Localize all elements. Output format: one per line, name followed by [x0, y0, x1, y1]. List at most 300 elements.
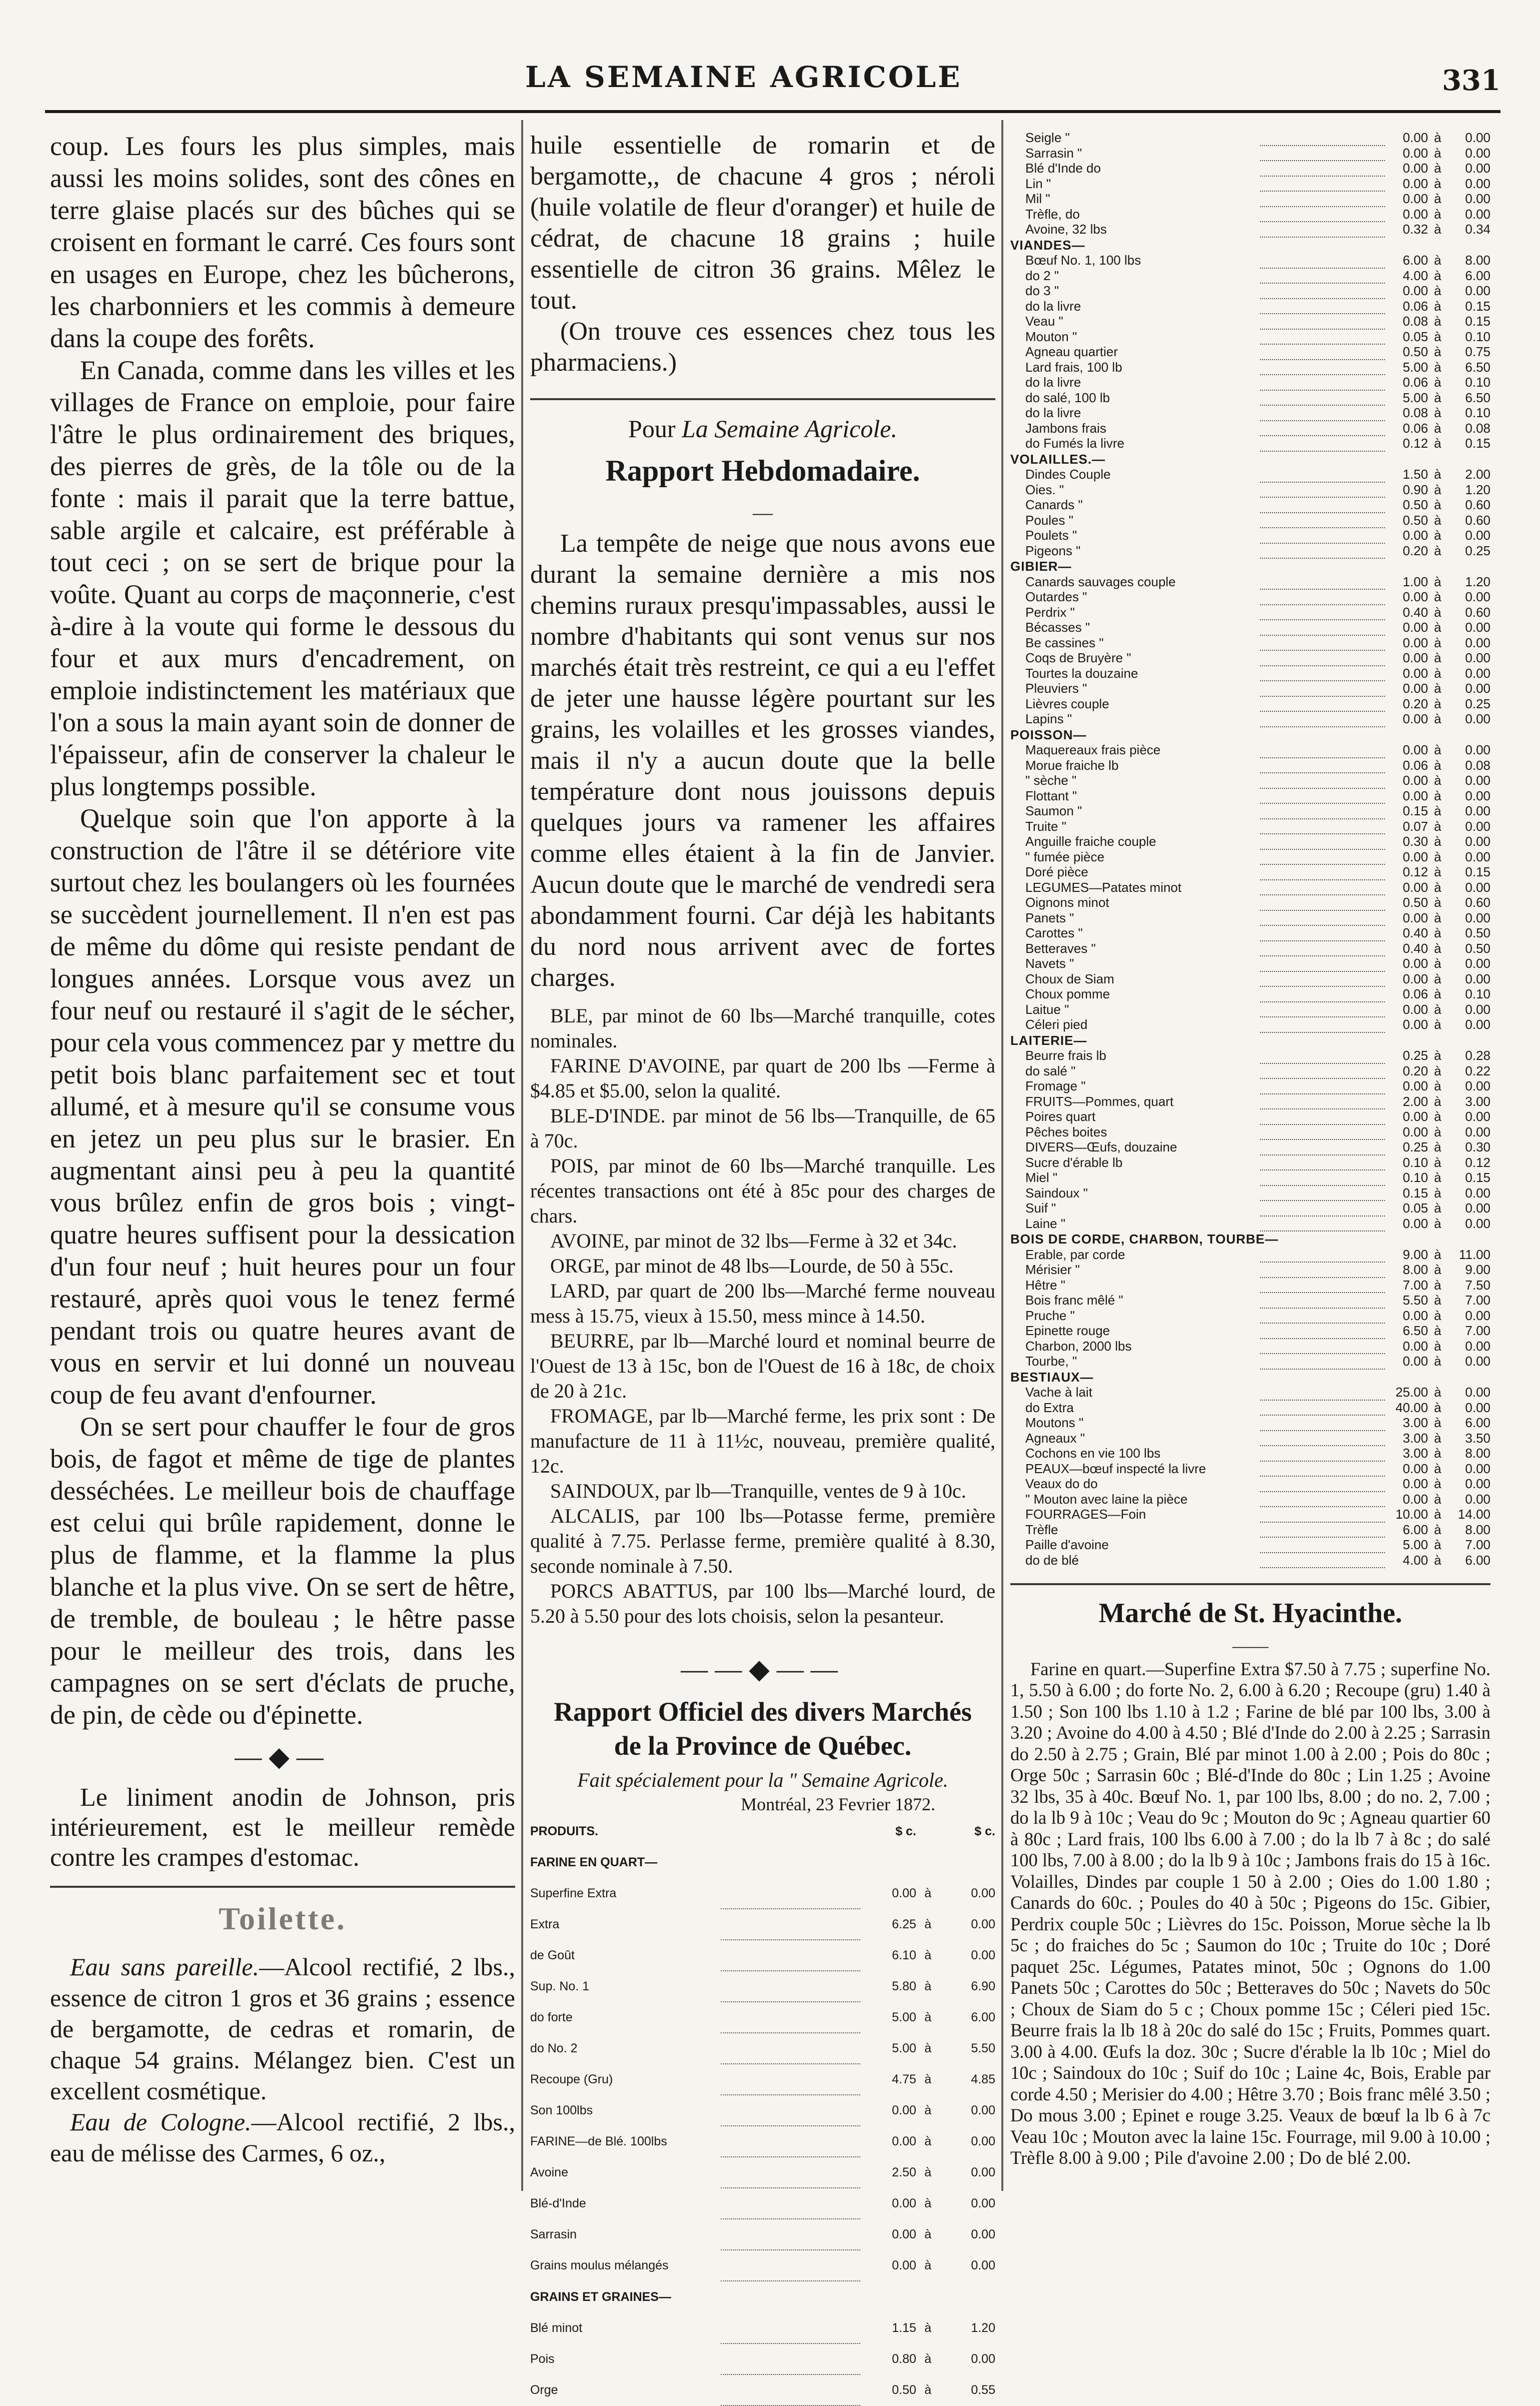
page-number: 331 — [1442, 64, 1500, 97]
leader-dots — [1260, 696, 1385, 712]
price-row — [1010, 819, 1490, 834]
leader-dots — [1260, 880, 1385, 895]
price-high: 8.00 — [1465, 1446, 1490, 1461]
leader-dots — [1260, 1476, 1385, 1492]
price-high: 7.50 — [1465, 1277, 1490, 1293]
price-row — [1010, 1185, 1490, 1201]
price-row — [1010, 146, 1490, 161]
leader-dots — [1260, 1200, 1385, 1216]
leader-dots — [1260, 941, 1385, 956]
price-low: 5.00 — [892, 2010, 916, 2024]
price-item-label: do No. 2 — [530, 2041, 578, 2055]
price-row — [1010, 1293, 1490, 1308]
price-row — [1010, 176, 1490, 192]
price-item-label: Blé-d'Inde — [530, 2196, 586, 2210]
price-separator: à — [1434, 1293, 1441, 1308]
price-high: 0.00 — [1465, 773, 1490, 788]
price-high: 0.50 — [1465, 925, 1490, 940]
price-low: 2.50 — [892, 2165, 916, 2179]
market-item: POIS, par minot de 60 lbs—Marché tranquille. Les récentes transactions ont été à 85c pour des charges de chars. — [530, 1154, 995, 1227]
price-separator: à — [1434, 1216, 1441, 1231]
price-high: 0.00 — [1465, 1124, 1490, 1139]
price-row — [1010, 344, 1490, 360]
price-item-label: Suif " — [1025, 1200, 1056, 1216]
price-low: 0.00 — [1402, 1109, 1428, 1124]
column-2 — [530, 130, 995, 2406]
price-section-heading: BESTIAUX— — [1010, 1369, 1094, 1385]
leader-dots — [1260, 650, 1385, 666]
leader-dots — [721, 2219, 860, 2250]
leader-dots — [1260, 1185, 1385, 1201]
price-item-label: FRUITS—Pommes, quart — [1025, 1093, 1174, 1109]
price-high: 0.00 — [1465, 665, 1490, 681]
official-report-subtitle: Fait spécialement pour la " Semaine Agricole. — [577, 1769, 948, 1791]
weekly-report-intro: La tempête de neige que nous avons eue durant la semaine dernière a mis nos chemins ruraux presqu'impassables, aussi le nombre d'habitants qui sont venus sur nos marchés était très restreint, ce qui a eu l'effet de jeter une hausse légère pourtant sur les grains, les volailles et les grosses viandes, mais il n'y a aucun doute que la belle température dont nous jouissons depuis quelques jours va ramener les affaires comme elles étaient à la fin de Janvier. Aucun doute que le marché de vendredi sera abondamment fourni. Car déjà les habitants du nord nous arrivent avec de fortes charges. — [530, 529, 995, 992]
price-separator: à — [1434, 1446, 1441, 1461]
price-item-label: " fumée pièce — [1025, 849, 1105, 864]
price-separator: à — [1434, 1048, 1441, 1063]
price-low: 5.80 — [892, 1979, 916, 1993]
price-row — [1010, 405, 1490, 421]
leader-dots — [721, 1971, 860, 2002]
price-row — [1010, 513, 1490, 528]
price-item-label: Lard frais, 100 lb — [1025, 359, 1122, 375]
price-item-label: Choux pomme — [1025, 986, 1110, 1001]
leader-dots — [1260, 268, 1385, 284]
leader-dots — [1260, 635, 1385, 651]
price-row — [1010, 1200, 1490, 1216]
leader-dots — [1260, 1522, 1385, 1538]
price-item-label: Oignons minot — [1025, 895, 1109, 910]
price-separator: à — [924, 2227, 932, 2241]
leader-dots — [1260, 711, 1385, 727]
leader-dots — [1260, 742, 1385, 758]
price-separator: à — [1434, 206, 1441, 222]
leader-dots — [1260, 758, 1385, 773]
leader-dots — [1260, 176, 1385, 192]
leader-dots — [1260, 1537, 1385, 1553]
price-low: 3.00 — [1402, 1446, 1428, 1461]
price-separator: à — [1434, 482, 1441, 497]
price-high: 6.00 — [1465, 1552, 1490, 1568]
price-row — [1010, 1522, 1490, 1538]
price-row — [1010, 971, 1490, 987]
price-low: 0.50 — [1402, 895, 1428, 910]
price-low: 0.08 — [1402, 405, 1428, 420]
article-paragraph: On se sert pour chauffer le four de gros bois, de fagot et même de tige de plantes desséchées. Le meilleur bois de chauffage est celui qui brûle rapidement, donne le plus de flamme, et la flamme la plus blanche et la plus vive. On se sert de hêtre, de tremble, de bouleau ; le hêtre passe pour le meilleur des trois, dans les campagnes on se sert d'éclats de pruche, de pin, de cède ou d'épinette. — [50, 1412, 515, 1730]
price-low: 0.06 — [1402, 298, 1428, 314]
price-separator: à — [1434, 757, 1441, 773]
price-high: 0.12 — [1465, 1154, 1490, 1170]
leader-dots — [1260, 1048, 1385, 1063]
price-item-label: Jambons frais — [1025, 420, 1106, 436]
price-row — [1010, 1124, 1490, 1140]
price-row — [1010, 299, 1490, 314]
price-low: 0.80 — [892, 2352, 916, 2366]
leader-dots — [1260, 207, 1385, 222]
ornament-divider: —◆— — [235, 1742, 331, 1772]
price-item-label: Oies. " — [1025, 482, 1064, 497]
price-row — [530, 1940, 995, 1971]
price-item-label: Son 100lbs — [530, 2103, 593, 2117]
price-item-label: Truite " — [1025, 818, 1066, 834]
price-high: 0.08 — [1465, 420, 1490, 436]
price-item-label: do Fumés la livre — [1025, 436, 1124, 451]
price-row — [1010, 1369, 1490, 1385]
price-row — [530, 2033, 995, 2064]
price-row — [1010, 390, 1490, 406]
price-separator: à — [1434, 1247, 1441, 1262]
price-separator: à — [1434, 543, 1441, 558]
price-item-label: Bois franc mêlé " — [1025, 1293, 1123, 1308]
leader-dots — [1260, 1155, 1385, 1170]
price-high: 0.00 — [1465, 1400, 1490, 1415]
price-separator: à — [1434, 130, 1441, 145]
price-separator: à — [1434, 1385, 1441, 1400]
price-high: 0.00 — [1465, 818, 1490, 834]
price-low: 0.00 — [1402, 681, 1428, 696]
price-row — [530, 2219, 995, 2250]
price-separator: à — [1434, 635, 1441, 650]
price-row — [1010, 360, 1490, 375]
price-low: 0.00 — [1402, 176, 1428, 191]
price-separator: à — [1434, 497, 1441, 512]
price-low: 25.00 — [1395, 1385, 1428, 1400]
price-row — [1010, 207, 1490, 222]
price-high: 0.00 — [1465, 1216, 1490, 1231]
price-item-label: Sarrasin " — [1025, 145, 1082, 161]
price-separator: à — [1434, 818, 1441, 834]
price-high: 0.60 — [1465, 604, 1490, 620]
price-low: 4.00 — [1402, 1552, 1428, 1568]
price-high: 0.00 — [1465, 161, 1490, 176]
leader-dots — [1260, 910, 1385, 926]
market-item: FARINE D'AVOINE, par quart de 200 lbs —Ferme à $4.85 et $5.00, selon la qualité. — [530, 1054, 995, 1102]
price-low: 0.10 — [1402, 1170, 1428, 1185]
leader-dots — [1260, 161, 1385, 176]
leader-dots — [1260, 620, 1385, 635]
price-row — [1010, 925, 1490, 941]
price-item-label: DIVERS—Œufs, douzaine — [1025, 1139, 1177, 1154]
price-high: 0.00 — [971, 2258, 995, 2272]
price-separator: à — [1434, 1491, 1441, 1507]
leader-dots — [1260, 1247, 1385, 1263]
price-row — [1010, 1354, 1490, 1369]
leader-dots — [1260, 1216, 1385, 1232]
price-separator: à — [1434, 650, 1441, 665]
price-row — [530, 1971, 995, 2002]
price-separator: à — [1434, 512, 1441, 528]
price-separator: à — [924, 2072, 932, 2086]
st-hyacinthe-title: Marché de St. Hyacinthe. — [1098, 1598, 1402, 1629]
price-row — [530, 1878, 995, 1909]
masthead — [45, 20, 1500, 105]
price-low: 0.00 — [1402, 1124, 1428, 1139]
price-high: 0.60 — [1465, 497, 1490, 512]
price-item-label: do la livre — [1025, 375, 1081, 390]
price-high: 1.20 — [971, 2321, 995, 2335]
price-row — [1010, 1094, 1490, 1109]
price-low: 0.00 — [1402, 589, 1428, 604]
price-separator: à — [1434, 773, 1441, 788]
price-row — [1010, 666, 1490, 681]
price-separator: à — [1434, 1063, 1441, 1078]
price-row — [1010, 986, 1490, 1002]
price-item-label: Mérisier " — [1025, 1262, 1080, 1277]
price-high: 0.00 — [1465, 1308, 1490, 1323]
price-high: 0.00 — [1465, 834, 1490, 849]
price-item-label: Blé d'Inde do — [1025, 161, 1101, 176]
price-separator: à — [1434, 329, 1441, 344]
price-item-label: Céleri pied — [1025, 1017, 1088, 1032]
products-body — [530, 1847, 995, 2405]
price-item-label: Orge — [530, 2383, 558, 2397]
price-high: 0.00 — [1465, 130, 1490, 145]
price-separator: à — [924, 2258, 932, 2272]
price-low: 0.00 — [1402, 1001, 1428, 1017]
price-item-label: Be cassines " — [1025, 635, 1104, 650]
price-high: 0.10 — [1465, 375, 1490, 390]
leader-dots — [1260, 956, 1385, 971]
price-item-label: Maquereaux frais pièce — [1025, 742, 1161, 757]
leader-dots — [1260, 849, 1385, 865]
price-separator: à — [1434, 742, 1441, 757]
price-separator: à — [1434, 1277, 1441, 1293]
price-row — [1010, 283, 1490, 299]
products-header-col1: $ c. — [895, 1824, 916, 1838]
price-item-label: Pruche " — [1025, 1308, 1075, 1323]
price-low: 0.20 — [1402, 696, 1428, 711]
price-item-label: do salé, 100 lb — [1025, 390, 1110, 405]
price-high: 0.00 — [1465, 879, 1490, 895]
market-item: PORCS ABATTUS, par 100 lbs—Marché lourd, de 5.20 à 5.50 pour des lots choisis, selon la pesanteur. — [530, 1580, 995, 1627]
price-separator: à — [1434, 1415, 1441, 1430]
price-row — [1010, 314, 1490, 329]
recipe-paragraph — [50, 1951, 515, 2106]
price-row — [1010, 1063, 1490, 1079]
market-item: BEURRE, par lb—Marché lourd et nominal beurre de l'Ouest de 13 à 15c, bon de l'Ouest de 16 à 18c, de choix de 20 à 21c. — [530, 1330, 995, 1402]
price-separator: à — [1434, 864, 1441, 879]
price-separator: à — [1434, 1109, 1441, 1124]
leader-dots — [1260, 1553, 1385, 1568]
price-low: 0.00 — [1402, 635, 1428, 650]
price-separator: à — [924, 1948, 932, 1962]
price-separator: à — [924, 2010, 932, 2024]
price-low: 1.00 — [1402, 574, 1428, 589]
price-high: 0.00 — [1465, 635, 1490, 650]
leader-dots — [1260, 497, 1385, 513]
price-high: 0.15 — [1465, 314, 1490, 329]
price-low: 40.00 — [1395, 1400, 1428, 1415]
leader-dots — [1260, 1124, 1385, 1140]
leader-dots — [1260, 803, 1385, 819]
price-item-label: Trèfle, do — [1025, 206, 1080, 222]
leader-dots — [721, 2250, 860, 2281]
price-item-label: Panets " — [1025, 910, 1074, 925]
price-high: 11.00 — [1458, 1247, 1490, 1262]
price-separator: à — [1434, 940, 1441, 956]
price-item-label: Tourbe, " — [1025, 1354, 1077, 1369]
price-item-label: Pêches boites — [1025, 1124, 1107, 1139]
price-high: 0.00 — [1465, 1017, 1490, 1032]
price-row — [1010, 803, 1490, 819]
st-hyacinthe-text: Farine en quart.—Superfine Extra $7.50 à 7.75 ; superfine No. 1, 5.50 à 6.00 ; do forte No. 2, 6.00 à 6.20 ; Recoupe (gru) 1.40 à 1.50 ; Son 100 lbs 1.10 à 1.2 ; Farine de blé par 100 lbs, 3.00 à 3.20 ; Avoine do 4.00 à 4.50 ; Blé d'Inde do 2.00 à 2.25 ; Sarrasin do 2.50 à 2.75 ; Grain, Blé par minot 1.00 à 2.00 ; Pois do 80c ; Orge 50c ; Sarrasin 60c ; Blé-d'Inde do 80c ; Lin 1.25 ; Avoine 32 lbs, 35 à 40c. Bœuf No. 1, par 100 lbs, 8.00 ; do no. 2, 7.00 ; do la lb 9 à 10c ; Veau do 9c ; Mouton do 9c ; Agneau quartier 60 à 80c ; Lard frais, 100 lbs 6.00 à 7.00 ; do la lb 7 à 8c ; do salé 100 lbs, 7.00 à 8.00 ; do la lb 9 à 10c ; Jambons frais do 15 à 16c. Volailles, Dindes par couple 1 50 à 2.00 ; Oies do 1.00 1.80 ; Canards do 60c. ; Poules do 40 à 50c ; Pigeons do 15c. Gibier, Perdrix couple 50c ; Lièvres do 15c. Poisson, Morue sèche la lb 5c ; do fraiches do 5c ; Saumon do 10c ; Truite do 10c ; Doré paquet 25c. Légumes, Patates minot, 50c ; Ognons do 1.00 Panets 50c ; Carottes do 50c ; Betteraves do 50c ; Navets do 50c ; Choux de Siam do 5 c ; Choux pomme 15c ; Céleri pied 15c. Beurre frais la lb 18 à 20c do salé do 15c ; Fruits, Pommes quart. 3.00 à 4.00. Œufs la doz. 30c ; Sucre d'érable la lb 10c ; Miel do 10c ; Saindoux do 10c ; Suif do 10c ; Laine 4c, Bois, Erable par corde 4.50 ; Merisier do 4.00 ; Hêtre 3.70 ; Bois franc mêlé 3.50 ; Do mous 3.00 ; Epinet e rouge 3.25. Veaux de bœuf la lb 6 à 7c Veau 10c ; Mouton avec la laine 15c. Fourrage, mil 9.00 à 10.00 ; Trèfle 8.00 à 9.00 ; Pile d'avoine 2.00 ; Do de blé 2.00. — [1010, 1658, 1490, 2168]
price-low: 0.00 — [1402, 1078, 1428, 1093]
price-item-label: Saindoux " — [1025, 1185, 1088, 1200]
price-section-heading: FARINE EN QUART— — [530, 1855, 658, 1869]
leader-dots — [1260, 1293, 1385, 1308]
price-row — [530, 2374, 995, 2405]
price-high: 0.00 — [971, 2196, 995, 2210]
price-low: 0.00 — [1402, 620, 1428, 635]
leader-dots — [1260, 574, 1385, 590]
price-low: 0.00 — [892, 2258, 916, 2272]
price-item-label: Canards sauvages couple — [1025, 574, 1176, 589]
price-row — [1010, 758, 1490, 773]
masthead-rule — [45, 110, 1500, 113]
price-row — [1010, 1231, 1490, 1247]
leader-dots — [1260, 1170, 1385, 1185]
price-low: 5.00 — [1402, 390, 1428, 405]
price-item-label: Mil " — [1025, 191, 1050, 206]
price-row — [1010, 161, 1490, 176]
price-separator: à — [1434, 405, 1441, 420]
price-low: 3.00 — [1402, 1430, 1428, 1446]
products-header-label: PRODUITS. — [530, 1824, 599, 1838]
price-row — [1010, 375, 1490, 390]
price-row — [1010, 1476, 1490, 1492]
price-low: 0.00 — [1402, 145, 1428, 161]
price-low: 3.00 — [1402, 1415, 1428, 1430]
price-low: 0.15 — [1402, 1185, 1428, 1200]
price-low: 0.90 — [1402, 482, 1428, 497]
price-low: 0.00 — [1402, 1461, 1428, 1476]
market-item: FROMAGE, par lb—Marché ferme, les prix sont : De manufacture de 11 à 11½c, nouveau, première qualité, 12c. — [530, 1405, 995, 1477]
price-low: 0.00 — [1402, 1308, 1428, 1323]
price-row — [1010, 1109, 1490, 1124]
price-section-heading: POISSON— — [1010, 727, 1087, 742]
leader-dots — [1260, 482, 1385, 498]
leader-dots — [1260, 528, 1385, 543]
price-low: 2.00 — [1402, 1093, 1428, 1109]
price-section-heading: LAITERIE— — [1010, 1032, 1087, 1048]
price-separator: à — [1434, 1154, 1441, 1170]
price-separator: à — [1434, 696, 1441, 711]
price-high: 0.00 — [1465, 742, 1490, 757]
market-item: BLE-D'INDE. par minot de 56 lbs—Tranquille, de 65 à 70c. — [530, 1104, 995, 1152]
price-separator: à — [1434, 344, 1441, 359]
price-item-label: Flottant " — [1025, 788, 1077, 803]
price-row — [530, 2188, 995, 2219]
price-item-label: Bœuf No. 1, 100 lbs — [1025, 253, 1141, 268]
price-section-heading: GRAINS ET GRAINES— — [530, 2290, 671, 2304]
price-low: 0.00 — [1402, 130, 1428, 145]
leader-dots — [1260, 222, 1385, 237]
price-high: 0.00 — [1465, 1338, 1490, 1354]
leader-dots — [1260, 1063, 1385, 1079]
price-row — [1010, 788, 1490, 804]
price-high: 0.00 — [1465, 803, 1490, 818]
price-low: 0.15 — [1402, 803, 1428, 818]
price-low: 0.12 — [1402, 864, 1428, 879]
article-paragraph: coup. Les fours les plus simples, mais aussi les moins solides, sont des cônes en terre glaise placés sur des bûches qui se croisent en formant le carré. Ces fours sont en usages en Europe, chez les bûcherons, les charbonniers et les commis à demeure dans la coupe des forêts. — [50, 131, 515, 353]
market-item: AVOINE, par minot de 32 lbs—Ferme à 32 et 34c. — [550, 1230, 957, 1252]
title-dash: — — [753, 501, 773, 524]
products-header-row — [530, 1816, 995, 1847]
price-high: 0.00 — [1465, 1185, 1490, 1200]
price-row — [1010, 1537, 1490, 1553]
price-low: 1.15 — [892, 2321, 916, 2335]
price-separator: à — [1434, 574, 1441, 589]
price-row — [1010, 329, 1490, 345]
price-item-label: Avoine, 32 lbs — [1025, 222, 1107, 237]
price-item-label: " sèche " — [1025, 773, 1077, 788]
market-items — [530, 1003, 995, 1629]
price-row — [1010, 635, 1490, 651]
price-separator: à — [1434, 1323, 1441, 1338]
price-row — [1010, 650, 1490, 666]
price-item-label: Trèfle — [1025, 1522, 1058, 1537]
price-low: 0.30 — [1402, 834, 1428, 849]
price-item-label: Blé minot — [530, 2321, 583, 2335]
price-row — [1010, 574, 1490, 590]
price-high: 2.00 — [1465, 467, 1490, 482]
price-high: 0.00 — [971, 1917, 995, 1931]
leader-dots — [1260, 543, 1385, 559]
price-separator: à — [1434, 956, 1441, 971]
price-separator: à — [1434, 1430, 1441, 1446]
recipe-text: —Alcool rectifié, 2 lbs., essence de citron 1 gros et 36 grains ; essence de bergamotte, de cedras et romarin, de chaque 54 grains. Mélangez bien. C'est un excellent cosmétique. — [50, 1953, 515, 2105]
price-separator: à — [1434, 283, 1441, 298]
price-row — [1010, 864, 1490, 880]
price-separator: à — [1434, 420, 1441, 436]
price-row — [1010, 1339, 1490, 1354]
price-row — [1010, 834, 1490, 849]
leader-dots — [1260, 1323, 1385, 1339]
price-separator: à — [1434, 1200, 1441, 1216]
price-item-label: Seigle " — [1025, 130, 1070, 145]
price-row — [1010, 589, 1490, 605]
leader-dots — [1260, 1492, 1385, 1507]
price-item-label: Tourtes la douzaine — [1025, 665, 1138, 681]
price-row — [1010, 1078, 1490, 1094]
price-high: 6.50 — [1465, 359, 1490, 375]
price-item-label: do la livre — [1025, 405, 1081, 420]
section-rule — [530, 398, 995, 400]
leader-dots — [1260, 1431, 1385, 1446]
price-low: 0.08 — [1402, 314, 1428, 329]
official-report-dateline: Montréal, 23 Fevrier 1872. — [741, 1794, 935, 1814]
price-row — [530, 2281, 995, 2312]
price-separator: à — [924, 2352, 932, 2366]
price-low: 9.00 — [1402, 1247, 1428, 1262]
price-high: 4.85 — [971, 2072, 995, 2086]
price-separator: à — [1434, 390, 1441, 405]
leader-dots — [721, 2064, 860, 2095]
price-high: 0.00 — [1465, 176, 1490, 191]
price-high: 1.20 — [1465, 574, 1490, 589]
price-item-label: Mouton " — [1025, 329, 1077, 344]
price-high: 0.50 — [1465, 940, 1490, 956]
price-low: 0.07 — [1402, 818, 1428, 834]
price-low: 6.00 — [1402, 253, 1428, 268]
price-low: 0.00 — [1402, 650, 1428, 665]
price-row — [530, 2002, 995, 2033]
price-high: 0.15 — [1465, 864, 1490, 879]
price-high: 3.50 — [1465, 1430, 1490, 1446]
price-row — [530, 1909, 995, 1940]
price-separator: à — [1434, 1001, 1441, 1017]
